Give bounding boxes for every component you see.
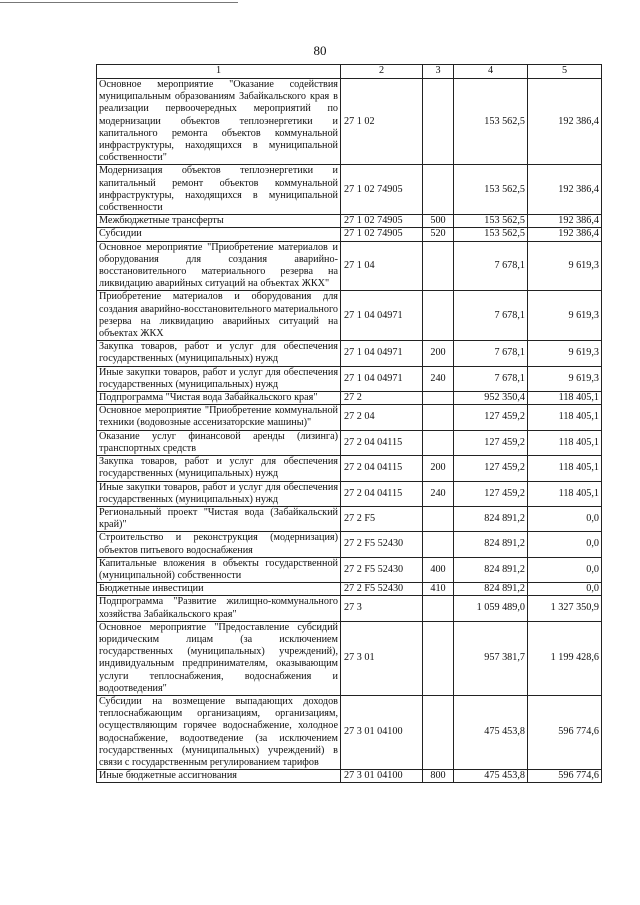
row-name: Капитальные вложения в объекты государственной (муниципальной) собственности	[97, 557, 341, 582]
table-row	[97, 228, 602, 241]
column-header: 1	[97, 65, 341, 79]
row-value-2: 118 405,1	[528, 430, 602, 455]
row-name: Закупка товаров, работ и услуг для обеспечения государственных (муниципальных) нужд	[97, 456, 341, 481]
row-value-2: 118 405,1	[528, 392, 602, 405]
row-value-2: 1 199 428,6	[528, 621, 602, 695]
row-code: 27 2 F5	[341, 506, 423, 531]
row-value-1: 127 459,2	[454, 430, 528, 455]
row-expense-type	[423, 506, 454, 531]
row-code: 27 1 02 74905	[341, 215, 423, 228]
table-row	[97, 291, 602, 341]
row-code: 27 1 02 74905	[341, 165, 423, 215]
row-value-2: 192 386,4	[528, 215, 602, 228]
row-expense-type	[423, 79, 454, 165]
row-expense-type	[423, 621, 454, 695]
table-header-row	[97, 65, 602, 79]
row-code: 27 2 04 04115	[341, 456, 423, 481]
row-code: 27 2 04 04115	[341, 430, 423, 455]
table-row	[97, 596, 602, 621]
table-row	[97, 79, 602, 165]
row-expense-type: 800	[423, 770, 454, 783]
row-expense-type	[423, 695, 454, 769]
row-value-1: 7 678,1	[454, 341, 528, 366]
row-name: Основное мероприятие "Предоставление субсидий юридическим лицам (за исключением государственных (муниципальных) учреждений), индивидуальным предпринимателям, оказывающим услуги теплоснабжения, водоснабжения и водоотведения"	[97, 621, 341, 695]
row-code: 27 1 04	[341, 241, 423, 291]
row-value-1: 824 891,2	[454, 557, 528, 582]
row-name: Основное мероприятие "Оказание содействия муниципальным образованиям Забайкальского края в реализации первоочередных мероприятий по модернизации объектов теплоэнергетики и капитального ремонта объектов коммунальной инфраструктуры, находящихся в муниципальной собственности"	[97, 79, 341, 165]
column-header: 4	[454, 65, 528, 79]
row-expense-type: 410	[423, 583, 454, 596]
table-row	[97, 456, 602, 481]
top-rule	[0, 2, 238, 3]
table-row	[97, 695, 602, 769]
row-code: 27 2 F5 52430	[341, 532, 423, 557]
row-value-2: 118 405,1	[528, 405, 602, 430]
row-name: Оказание услуг финансовой аренды (лизинга) транспортных средств	[97, 430, 341, 455]
row-value-1: 153 562,5	[454, 79, 528, 165]
row-code: 27 1 02 74905	[341, 228, 423, 241]
row-value-1: 475 453,8	[454, 695, 528, 769]
table-row	[97, 770, 602, 783]
row-value-2: 9 619,3	[528, 291, 602, 341]
row-code: 27 2 04	[341, 405, 423, 430]
row-value-2: 9 619,3	[528, 241, 602, 291]
row-code: 27 2 F5 52430	[341, 583, 423, 596]
row-name: Межбюджетные трансферты	[97, 215, 341, 228]
row-name: Основное мероприятие "Приобретение коммунальной техники (водовозные ассенизаторские машины)"	[97, 405, 341, 430]
row-value-2: 9 619,3	[528, 366, 602, 391]
row-name: Иные закупки товаров, работ и услуг для обеспечения государственных (муниципальных) нужд	[97, 366, 341, 391]
budget-table	[96, 64, 602, 783]
row-value-1: 957 381,7	[454, 621, 528, 695]
row-name: Субсидии	[97, 228, 341, 241]
row-name: Подпрограмма "Развитие жилищно-коммунального хозяйства Забайкальского края"	[97, 596, 341, 621]
row-value-2: 0,0	[528, 506, 602, 531]
row-value-2: 118 405,1	[528, 481, 602, 506]
row-name: Закупка товаров, работ и услуг для обеспечения государственных (муниципальных) нужд	[97, 341, 341, 366]
row-code: 27 1 04 04971	[341, 291, 423, 341]
row-name: Региональный проект "Чистая вода (Забайкальский край)"	[97, 506, 341, 531]
row-value-2: 0,0	[528, 532, 602, 557]
row-value-2: 9 619,3	[528, 341, 602, 366]
row-value-1: 127 459,2	[454, 481, 528, 506]
row-code: 27 1 02	[341, 79, 423, 165]
table-row	[97, 481, 602, 506]
row-expense-type: 500	[423, 215, 454, 228]
row-expense-type: 240	[423, 366, 454, 391]
row-expense-type	[423, 532, 454, 557]
row-value-2: 596 774,6	[528, 695, 602, 769]
row-value-2: 0,0	[528, 557, 602, 582]
row-name: Приобретение материалов и оборудования для создания аварийно-восстановительного материального резерва на ликвидацию аварийных ситуаций на объектах ЖКХ	[97, 291, 341, 341]
row-name: Модернизация объектов теплоэнергетики и капитальный ремонт объектов коммунальной инфраструктуры, находящихся в муниципальной собственности	[97, 165, 341, 215]
row-code: 27 1 04 04971	[341, 366, 423, 391]
page-number: 80	[313, 43, 327, 58]
row-value-1: 127 459,2	[454, 456, 528, 481]
table-body	[97, 79, 602, 783]
row-value-1: 952 350,4	[454, 392, 528, 405]
row-value-1: 475 453,8	[454, 770, 528, 783]
row-name: Подпрограмма "Чистая вода Забайкальского края"	[97, 392, 341, 405]
row-code: 27 2 04 04115	[341, 481, 423, 506]
row-expense-type: 200	[423, 341, 454, 366]
row-value-2: 118 405,1	[528, 456, 602, 481]
row-name: Иные закупки товаров, работ и услуг для обеспечения государственных (муниципальных) нужд	[97, 481, 341, 506]
row-value-1: 824 891,2	[454, 506, 528, 531]
table-row	[97, 165, 602, 215]
row-code: 27 3	[341, 596, 423, 621]
row-expense-type: 200	[423, 456, 454, 481]
row-code: 27 2 F5 52430	[341, 557, 423, 582]
row-name: Основное мероприятие "Приобретение материалов и оборудования для создания аварийно-восстановительного материального резерва на ликвидацию аварийных ситуаций на объектах ЖКХ"	[97, 241, 341, 291]
row-value-2: 1 327 350,9	[528, 596, 602, 621]
table-row	[97, 215, 602, 228]
row-value-1: 824 891,2	[454, 583, 528, 596]
row-expense-type: 400	[423, 557, 454, 582]
row-name: Иные бюджетные ассигнования	[97, 770, 341, 783]
row-value-1: 7 678,1	[454, 366, 528, 391]
row-code: 27 3 01 04100	[341, 770, 423, 783]
row-value-1: 153 562,5	[454, 228, 528, 241]
row-code: 27 3 01 04100	[341, 695, 423, 769]
row-value-1: 1 059 489,0	[454, 596, 528, 621]
row-name: Бюджетные инвестиции	[97, 583, 341, 596]
row-value-1: 824 891,2	[454, 532, 528, 557]
row-value-2: 596 774,6	[528, 770, 602, 783]
row-value-1: 153 562,5	[454, 165, 528, 215]
table-row	[97, 366, 602, 391]
row-code: 27 2	[341, 392, 423, 405]
row-name: Субсидии на возмещение выпадающих доходов теплоснабжающим организациям, организациям, осуществляющим горячее водоснабжение, холодное водоснабжение, водоотведение (за исключением государственных (муниципальных) учреждений) в связи с государственным регулированием тарифов	[97, 695, 341, 769]
table-row	[97, 557, 602, 582]
table-row	[97, 532, 602, 557]
row-value-1: 153 562,5	[454, 215, 528, 228]
row-value-2: 0,0	[528, 583, 602, 596]
row-expense-type	[423, 405, 454, 430]
column-header: 5	[528, 65, 602, 79]
row-code: 27 1 04 04971	[341, 341, 423, 366]
row-value-2: 192 386,4	[528, 79, 602, 165]
row-name: Строительство и реконструкция (модернизация) объектов питьевого водоснабжения	[97, 532, 341, 557]
table-row	[97, 621, 602, 695]
column-header: 3	[423, 65, 454, 79]
row-expense-type	[423, 165, 454, 215]
row-expense-type: 240	[423, 481, 454, 506]
column-header: 2	[341, 65, 423, 79]
row-value-2: 192 386,4	[528, 228, 602, 241]
row-expense-type	[423, 392, 454, 405]
row-expense-type: 520	[423, 228, 454, 241]
table-row	[97, 341, 602, 366]
row-value-1: 7 678,1	[454, 241, 528, 291]
row-code: 27 3 01	[341, 621, 423, 695]
row-expense-type	[423, 291, 454, 341]
table-row	[97, 241, 602, 291]
row-expense-type	[423, 241, 454, 291]
row-expense-type	[423, 430, 454, 455]
table-row	[97, 392, 602, 405]
table-row	[97, 430, 602, 455]
row-expense-type	[423, 596, 454, 621]
row-value-1: 7 678,1	[454, 291, 528, 341]
table-row	[97, 583, 602, 596]
table-row	[97, 405, 602, 430]
table-row	[97, 506, 602, 531]
row-value-2: 192 386,4	[528, 165, 602, 215]
row-value-1: 127 459,2	[454, 405, 528, 430]
